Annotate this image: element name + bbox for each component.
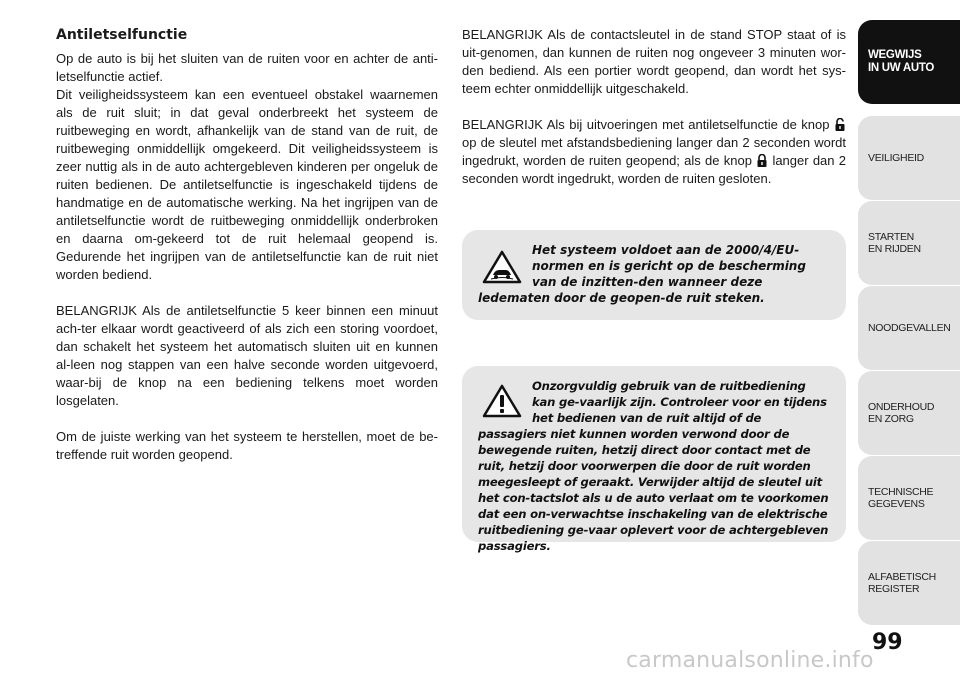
- warning-note: [462, 366, 846, 553]
- tab-alfabetisch[interactable]: ALFABETISCH REGISTER: [858, 541, 960, 625]
- left-text-column: [56, 26, 438, 482]
- tab-wegwijs[interactable]: WEGWIJS IN UW AUTO: [858, 20, 960, 104]
- warning-triangle-icon: [482, 384, 522, 418]
- tab-veiligheid[interactable]: VEILIGHEID: [858, 116, 960, 200]
- warning-note-text: Onzorgvuldig gebruik van de ruitbediening kan ge-vaarlijk zijn. Controleer voor en tijdens het bedienen van de ruit altijd of de passagiers niet kunnen worden verwond door de bewegende ruiten, hetzij direct door contact met de ruit, hetzij door voorwerpen die door de ruit worden meegesleept of geraakt. Verwijder altijd de sleutel uit het con-tactslot als u de auto verlaat om te voorkomen dat een on-verwachtse inschakeling van de elektrische ruitbediening ge-vaar oplevert voor de achtergebleven passagiers.: [478, 379, 829, 553]
- tab-starten[interactable]: STARTEN EN RIJDEN: [858, 201, 960, 285]
- intro-paragraph: Op de auto is bij het sluiten van de ruiten voor en achter de anti-letselfunctie actief.: [56, 51, 438, 84]
- page-number: 99: [872, 630, 903, 655]
- tab-onderhoud[interactable]: ONDERHOUD EN ZORG: [858, 371, 960, 455]
- section-heading: Antiletselfunctie: [56, 27, 188, 43]
- environment-car-icon: [482, 250, 522, 284]
- right-text-column: [462, 26, 846, 206]
- remote-key-paragraph: [462, 116, 846, 188]
- lock-icon: [757, 154, 767, 167]
- important-paragraph: BELANGRIJK Als de antiletselfunctie 5 keer binnen een minuut ach-ter elkaar wordt geactiveerd of als zich een storing voordoet, dan schakelt het systeem het automatisch sluiten uit en kunnen al-leen nog stappen van een halve seconde worden uitgevoerd, waar-bij de knop na een bediening telkens moet worden losgelaten.: [56, 303, 438, 408]
- remote-key-text-b: op de sleutel met afstandsbediening langer dan 2 seconden wordt ingedrukt, worden de ruiten geopend; als de knop: [462, 135, 846, 168]
- safety-system-paragraph: Dit veiligheidssysteem kan een eventueel obstakel waarnemen als de ruit sluit; in dat geval onderbreekt het systeem de ruitbeweging en wordt, afhankelijk van de stand van de ruit, de ruitbeweging onmiddellijk omgekeerd. Dit veiligheidssysteem is zeer nuttig als in de auto achtergebleven kinderen per ongeluk de ruiten bedienen. De antiletselfunctie is ingeschakeld tijdens de handmatige en de automatische werking. Na het ingrijpen van de antiletselfunctie wordt de ruitbeweging onmiddellijk onderbroken en daarna om-gekeerd tot de ruit helemaal geopend is. Gedurende het ingrijpen van de antiletselfunctie kan de ruit niet worden bediend.: [56, 87, 438, 282]
- watermark: carmanualsonline.info: [626, 648, 874, 673]
- environment-note-text: Het systeem voldoet aan de 2000/4/EU-normen en is gericht op de bescherming van de inzitten-den wanneer deze ledematen door de geopen-de ruit steken.: [478, 243, 806, 305]
- chapter-sidebar: [858, 0, 960, 677]
- unlock-icon: [835, 118, 845, 131]
- ignition-paragraph: BELANGRIJK Als de contactsleutel in de stand STOP staat of is uit-genomen, dan kunnen de ruiten nog ongeveer 3 minuten wor-den bediend. Als een portier wordt geopend, dan wordt het sys-teem echter onmiddellijk uitgeschakeld.: [462, 27, 846, 96]
- remote-key-text-c: langer dan 2 seconden wordt ingedrukt, worden de ruiten gesloten.: [462, 153, 846, 186]
- tab-noodgevallen[interactable]: NOODGEVALLEN: [858, 286, 960, 370]
- environment-note: [462, 230, 846, 320]
- remote-key-text-a: BELANGRIJK Als bij uitvoeringen met antiletselfunctie de knop: [462, 117, 830, 132]
- restore-paragraph: Om de juiste werking van het systeem te herstellen, moet de be-treffende ruit worden geopend.: [56, 429, 438, 462]
- tab-technische[interactable]: TECHNISCHE GEGEVENS: [858, 456, 960, 540]
